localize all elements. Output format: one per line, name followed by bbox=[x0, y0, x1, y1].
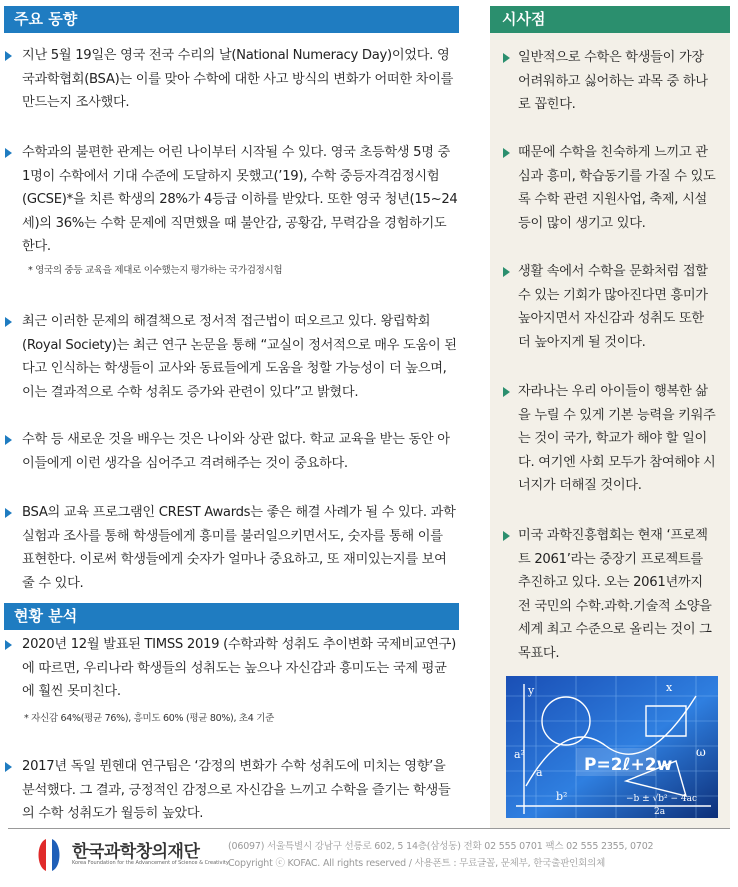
bullet-icon bbox=[5, 51, 12, 61]
footnote: * 자신감 64%(평균 76%), 흥미도 60% (평균 80%), 초4 기준 bbox=[24, 713, 274, 724]
item-text: 일반적으로 수학은 학생들이 가장 어려워하고 싫어하는 과목 중 하나로 꼽힌다. bbox=[518, 50, 708, 112]
bullet-icon bbox=[5, 317, 12, 327]
bullet-icon bbox=[503, 148, 510, 158]
label-omega: ω bbox=[696, 745, 706, 759]
section-title-implications: 시사점 bbox=[490, 6, 730, 33]
section-title-analysis: 현황 분석 bbox=[4, 603, 459, 630]
label-a: a bbox=[536, 766, 543, 779]
label-b-squared: b² bbox=[556, 790, 568, 803]
list-item bbox=[22, 310, 458, 404]
label-x: x bbox=[666, 681, 673, 694]
list-item bbox=[22, 44, 458, 115]
list-item bbox=[22, 755, 458, 826]
item-text: 최근 이러한 문제의 해결책으로 정서적 접근법이 떠오르고 있다. 왕립학회(Royal Society)는 최근 연구 논문을 통해 “교실이 정서적으로 매우 도움이 된다고 인식하는 학생들이 교사와 동료들에게 도움을 청할 가능성이 더 높으며, 이는 결과적으로 수학 성취도 증가와 관련이 있다”고 밝혔다. bbox=[22, 314, 457, 400]
item-text: 수학과의 불편한 관계는 어린 나이부터 시작될 수 있다. 영국 초등학생 5명 중 1명이 수학에서 기대 수준에 도달하지 못했고(’19), 수학 중등자격검정시험(GCSE)*을 치른 학생의 28%가 4등급 이하를 받았다. 또한 영국 청년(15~24세)의 36%는 수학 문제에 직면했을 때 불안감, 공황감, 무력감을 경험하기도 한다. bbox=[22, 145, 458, 254]
footnote: * 영국의 중등 교육을 제대로 이수했는지 평가하는 국가검정시험 bbox=[28, 265, 283, 276]
item-text: 2020년 12월 발표된 TIMSS 2019 (수학과학 성취도 추이변화 국제비교연구)에 따르면, 우리나라 학생들의 성취도는 높으나 자신감과 흥미도는 국제 평균에 훨씬 못미친다. bbox=[22, 637, 456, 699]
item-text: 지난 5월 19일은 영국 전국 수리의 날(National Numeracy Day)이었다. 영국과학협회(BSA)는 이를 맞아 수학에 대한 사고 방식의 변화가 어떠한 차이를 만드는지 조사했다. bbox=[22, 48, 454, 110]
item-text: 자라나는 우리 아이들이 행복한 삶을 누릴 수 있게 기본 능력을 키워주는 것이 국가, 학교가 해야 할 일이다. 여기엔 사회 모두가 참여해야 시너지가 더해질 것이다. bbox=[518, 384, 716, 493]
label-a-squared: a² bbox=[514, 748, 525, 761]
bullet-icon bbox=[503, 387, 510, 397]
list-item bbox=[518, 524, 718, 665]
implications-column bbox=[490, 0, 730, 828]
list-item bbox=[22, 428, 458, 475]
footer-divider bbox=[8, 828, 730, 829]
list-item bbox=[518, 46, 718, 117]
item-text: 때문에 수학을 친숙하게 느끼고 관심과 흥미, 학습동기를 가질 수 있도록 수학 관련 지원사업, 축제, 시설 등이 많이 생기고 있다. bbox=[518, 145, 716, 231]
footer-address: (06097) 서울특별시 강남구 선릉로 602, 5 14층(삼성동) 전화 02 555 0701 팩스 02 555 2355, 0702 bbox=[228, 841, 654, 852]
label-y: y bbox=[528, 684, 535, 697]
item-text: 수학 등 새로운 것을 배우는 것은 나이와 상관 없다. 학교 교육을 받는 동안 아이들에게 이런 생각을 심어주고 격려해주는 것이 중요하다. bbox=[22, 432, 450, 471]
list-item bbox=[518, 260, 718, 354]
bullet-icon bbox=[5, 435, 12, 445]
list-item bbox=[518, 141, 718, 235]
section-title-trends: 주요 동향 bbox=[4, 6, 459, 33]
list-item bbox=[22, 141, 458, 259]
formula-text: P=2ℓ+2w bbox=[584, 755, 673, 775]
list-item bbox=[22, 501, 458, 595]
item-text: BSA의 교육 프로그램인 CREST Awards는 좋은 해결 사례가 될 수 있다. 과학 실험과 조사를 통해 학생들에게 흥미를 불러일으키면서도, 숫자를 통해 이를 표현한다. 이로써 학생들에게 숫자가 얼마나 중요하고, 또 재미있는지를 보여줄 수 있다. bbox=[22, 505, 456, 591]
math-illustration-svg bbox=[506, 676, 718, 818]
math-illustration bbox=[506, 676, 718, 818]
bullet-icon bbox=[503, 531, 510, 541]
bullet-icon bbox=[503, 53, 510, 63]
label-2a: 2a bbox=[654, 807, 666, 817]
bullet-icon bbox=[5, 148, 12, 158]
item-text: 생활 속에서 수학을 문화처럼 접할 수 있는 기회가 많아진다면 흥미가 높아지면서 자신감과 성취도 또한 더 높아지게 될 것이다. bbox=[518, 264, 708, 350]
kofac-logo bbox=[32, 835, 229, 879]
label-quadratic: −b ± √b² − 4ac bbox=[626, 794, 698, 804]
footer-copyright: Copyright ⓒ KOFAC. All rights reserved / 사용폰트 : 무료글꼴, 문체부, 한국출판인회의체 bbox=[228, 858, 606, 869]
list-item bbox=[22, 633, 458, 704]
bullet-icon bbox=[5, 508, 12, 518]
bullet-icon bbox=[503, 267, 510, 277]
list-item bbox=[518, 380, 718, 498]
org-subtitle: Korea Foundation for the Advancement of Science & Creativity bbox=[72, 860, 229, 866]
bullet-icon bbox=[5, 640, 12, 650]
org-name: 한국과학창의재단 bbox=[72, 842, 200, 862]
item-text: 2017년 독일 뮌헨대 연구팀은 ‘감정의 변화가 수학 성취도에 미치는 영향’을 분석했다. 그 결과, 긍정적인 감정으로 자신감을 느끼고 수학을 즐기는 학생들의 수학 성취도가 월등히 높았다. bbox=[22, 759, 451, 821]
item-text: 미국 과학진흥협회는 현재 ‘프로젝트 2061’라는 중장기 프로젝트를 추진하고 있다. 오는 2061년까지 전 국민의 수학.과학.기술적 소양을 세계 최고 수준으로 올리는 것이 그 목표다. bbox=[518, 528, 712, 661]
bullet-icon bbox=[5, 762, 12, 772]
kofac-logo-icon bbox=[34, 837, 64, 873]
